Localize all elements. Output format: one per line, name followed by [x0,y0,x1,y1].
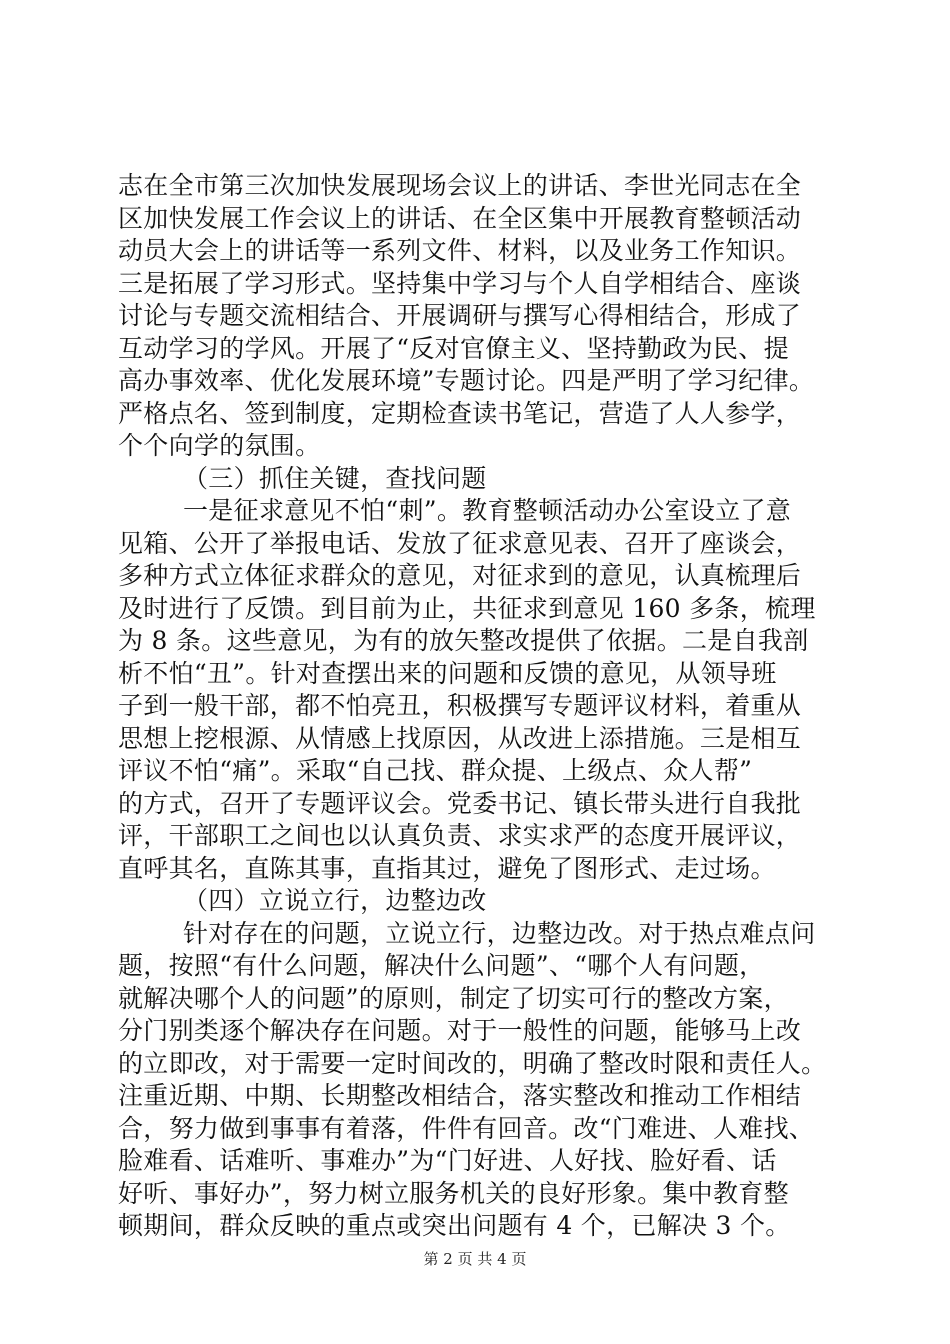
text-line: 的方式，召开了专题评议会。党委书记、镇长带头进行自我批 [118,788,802,818]
text-line: 好听、事好办”，努力树立服务机关的良好形象。集中教育整 [118,1178,789,1208]
text-line: 动员大会上的讲话等一系列文件、材料，以及业务工作知识。 [118,236,802,265]
text-line: 评议不怕“痛”。采取“自己找、群众提、上级点、众人帮” [118,756,753,785]
text-line: 及时进行了反馈。到目前为止，共征求到意见 160 多条，梳理 [118,593,816,623]
text-line: 区加快发展工作会议上的讲话、在全区集中开展教育整顿活动 [118,203,802,233]
text-line: 就解决哪个人的问题”的原则，制定了切实可行的整改方案， [118,983,789,1013]
paragraph-start-line: 针对存在的问题，立说立行，边整边改。对于热点难点问 [183,918,816,948]
page-number-footer: 第 2 页 共 4 页 [423,1250,527,1268]
section-heading: （三）抓住关键，查找问题 [183,463,487,493]
text-line: 严格点名、签到制度，定期检查读书笔记，营造了人人参学， [118,398,802,428]
text-line: 分门别类逐个解决存在问题。对于一般性的问题，能够马上改 [118,1016,802,1045]
text-line: 析不怕“丑”。针对查摆出来的问题和反馈的意见，从领导班 [118,658,777,688]
text-line: 个个向学的氛围。 [118,431,321,460]
paragraph-start-line: 一是征求意见不怕“刺”。教育整顿活动办公室设立了意 [183,496,792,525]
text-line: 注重近期、中期、长期整改相结合，落实整改和推动工作相结 [118,1081,802,1110]
section-heading: （四）立说立行，边整边改 [183,886,487,915]
text-line: 为 8 条。这些意见，为有的放矢整改提供了依据。二是自我剖 [118,626,809,655]
text-line: 思想上挖根源、从情感上找原因，从改进上添措施。三是相互 [118,723,802,753]
text-line: 的立即改，对于需要一定时间改的，明确了整改时限和责任人。 [118,1048,827,1078]
document-body [118,170,848,1243]
text-line: 子到一般干部，都不怕亮丑，积极撰写专题评议材料，着重从 [118,691,802,720]
text-line: 直呼其名，直陈其事，直指其过，避免了图形式、走过场。 [118,853,776,883]
text-line: 合，努力做到事事有着落，件件有回音。改“门难进、人难找、 [118,1113,815,1143]
text-line: 讨论与专题交流相结合、开展调研与撰写心得相结合，形成了 [118,301,802,330]
text-line: 脸难看、话难听、事难办”为“门好进、人好找、脸好看、话 [118,1146,777,1175]
text-line: 顿期间，群众反映的重点或突出问题有 4 个，已解决 3 个。 [118,1211,791,1240]
text-line: 题，按照“有什么问题，解决什么问题”、“哪个人有问题， [118,951,765,980]
text-line: 三是拓展了学习形式。坚持集中学习与个人自学相结合、座谈 [118,268,802,298]
text-line: 见箱、公开了举报电话、发放了征求意见表、召开了座谈会， [118,528,802,558]
text-line: 多种方式立体征求群众的意见，对征求到的意见，认真梳理后 [118,561,802,590]
text-line: 志在全市第三次加快发展现场会议上的讲话、李世光同志在全 [118,171,802,200]
text-line: 评，干部职工之间也以认真负责、求实求严的态度开展评议， [118,821,802,850]
text-line: 互动学习的学风。开展了“反对官僚主义、坚持勤政为民、提 [118,333,789,363]
text-line: 高办事效率、优化发展环境”专题讨论。四是严明了学习纪律。 [118,366,815,395]
